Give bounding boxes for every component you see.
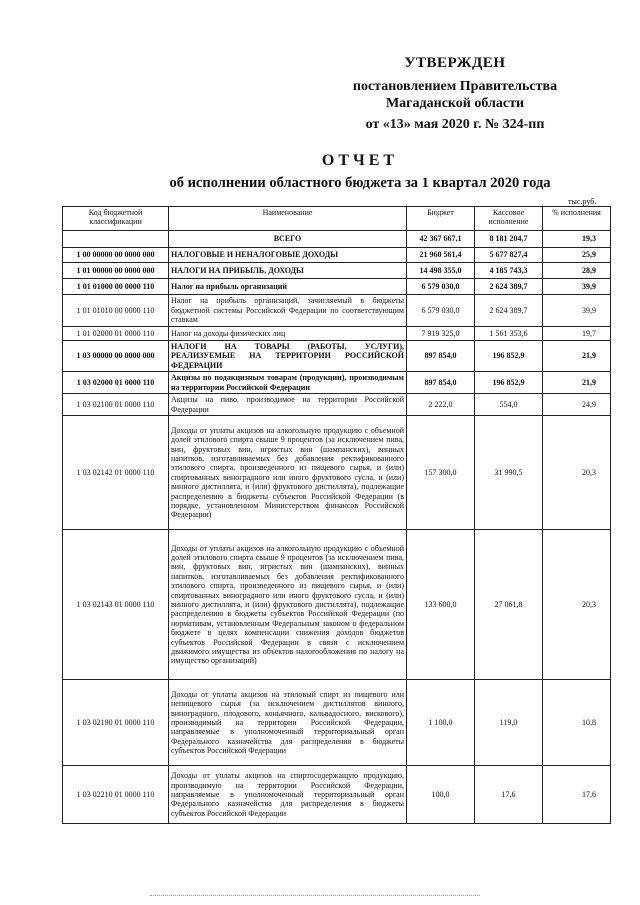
cell-budget: 897 854,0 bbox=[407, 341, 475, 372]
cell-percent: 20,3 bbox=[543, 530, 611, 680]
cell-code: 1 03 02000 01 0000 110 bbox=[63, 372, 169, 394]
report-title: ОТЧЕТ bbox=[321, 152, 399, 169]
table-row bbox=[63, 327, 611, 341]
cell-budget: 157 300,0 bbox=[407, 416, 475, 530]
cell-budget: 6 579 030,0 bbox=[407, 279, 475, 295]
cell-execution: 554,0 bbox=[475, 394, 543, 416]
cell-name: Доходы от уплаты акцизов на спиртосодержащую продукцию, производимую на территории Российской Федерации, направляемые в уполномоченный территориальный орган Федерального казначейства для распределения в бюджеты субъектов Российской Федерации bbox=[169, 766, 407, 824]
cell-code bbox=[63, 231, 169, 248]
cell-execution: 119,0 bbox=[475, 680, 543, 766]
approval-decree: постановлением Правительства bbox=[352, 79, 558, 94]
cell-code: 1 01 01010 00 0000 110 bbox=[63, 295, 169, 327]
approval-region: Магаданской области bbox=[385, 96, 525, 111]
table-row bbox=[63, 680, 611, 766]
cell-execution: 31 990,5 bbox=[475, 416, 543, 530]
cell-percent: 25,9 bbox=[543, 248, 611, 263]
table-row bbox=[63, 416, 611, 530]
cell-code: 1 03 02142 01 0000 110 bbox=[63, 416, 169, 530]
header-budget: Бюджет bbox=[407, 207, 475, 231]
cell-execution: 17,6 bbox=[475, 766, 543, 824]
cell-execution: 2 624 389,7 bbox=[475, 279, 543, 295]
cell-execution: 2 624 389,7 bbox=[475, 295, 543, 327]
cell-name: Доходы от уплаты акцизов на алкогольную продукцию с объемной долей этилового спирта свыше 9 процентов (за исключением пива, вин, фруктовых вин, игристых вин (шампанских), винных напитков, изготавливаемых без добавления ректификованного этилового спирта, произведенного из пищевого сырья, и (или) спиртованных виноградного или иного фруктового сусла, и (или) винного дистиллята, и (или) фруктового дистиллята), подлежащие распределению в бюджеты субъектов Российской Федерации (в порядке, установленном Министерством финансов Российской Федерации) bbox=[169, 416, 407, 530]
cell-budget: 133 600,0 bbox=[407, 530, 475, 680]
cell-percent: 17,6 bbox=[543, 766, 611, 824]
cell-percent: 28,9 bbox=[543, 263, 611, 279]
cell-budget: 2 222,0 bbox=[407, 394, 475, 416]
cell-budget: 100,0 bbox=[407, 766, 475, 824]
budget-table bbox=[62, 206, 611, 824]
cell-name: Доходы от уплаты акцизов на этиловый спирт из пищевого или непищевого сырья (за исключением дистиллятов винного, виноградного, плодового, коньячного, кальвадосного, вискового), производимый на территории Российской Федерации, направляемые в уполномоченный территориальный орган Федерального казначейства для распределения в бюджеты субъектов Российской Федерации bbox=[169, 680, 407, 766]
table-header-row bbox=[63, 207, 611, 231]
header-percent: % исполнения bbox=[543, 207, 611, 231]
table-row bbox=[63, 231, 611, 248]
cell-execution: 27 061,8 bbox=[475, 530, 543, 680]
cell-code: 1 03 02190 01 0000 110 bbox=[63, 680, 169, 766]
cell-name: Налог на доходы физических лиц bbox=[169, 327, 407, 341]
cell-name: Налог на прибыль организаций, зачисляемый в бюджеты бюджетной системы Российской Федерации по соответствующим ставкам bbox=[169, 295, 407, 327]
cell-name: НАЛОГОВЫЕ И НЕНАЛОГОВЫЕ ДОХОДЫ bbox=[169, 248, 407, 263]
table-row bbox=[63, 248, 611, 263]
cell-budget: 1 100,0 bbox=[407, 680, 475, 766]
cell-name: Доходы от уплаты акцизов на алкогольную продукцию с объемной долей этилового спирта свыше 9 процентов (за исключением пива, вин, фруктовых вин, игристых вин (шампанских), винных напитков, изготавливаемых без добавления ректификованного этилового спирта, произведенного из пищевого сырья, и (или) спиртованных виноградного или иного фруктового сусла, и (или) винного дистиллята, и (или) фруктового дистиллята), подлежащие распределению в бюджеты субъектов Российской Федерации (по нормативам, установленным Федеральным законом о федеральном бюджете в целях компенсации снижения доходов бюджетов субъектов Российской Федерации в связи с исключением движимого имущества из объектов налогообложения по налогу на имущество организаций) bbox=[169, 530, 407, 680]
cell-percent: 21,9 bbox=[543, 372, 611, 394]
cell-name: НАЛОГИ НА ПРИБЫЛЬ, ДОХОДЫ bbox=[169, 263, 407, 279]
table-row bbox=[63, 341, 611, 372]
cell-name: Акцизы на пиво, производимое на территории Российской Федерации bbox=[169, 394, 407, 416]
cell-code: 1 03 02143 01 0000 110 bbox=[63, 530, 169, 680]
cell-percent: 10,8 bbox=[543, 680, 611, 766]
cell-code: 1 03 02210 01 0000 110 bbox=[63, 766, 169, 824]
cell-budget: 21 960 561,4 bbox=[407, 248, 475, 263]
cell-code: 1 01 00000 00 0000 000 bbox=[63, 263, 169, 279]
approval-date: от «13» мая 2020 г. № 324-пп bbox=[365, 117, 545, 132]
cell-percent: 39,9 bbox=[543, 295, 611, 327]
approval-block bbox=[330, 55, 580, 133]
cell-code: 1 03 02100 01 0000 110 bbox=[63, 394, 169, 416]
cell-budget: 7 919 325,0 bbox=[407, 327, 475, 341]
header-code: Код бюджетной классификации bbox=[63, 207, 169, 231]
page-footer-rule bbox=[150, 895, 480, 897]
cell-execution: 196 852,9 bbox=[475, 341, 543, 372]
cell-code: 1 01 01000 00 0000 110 bbox=[63, 279, 169, 295]
approval-heading: УТВЕРЖДЕН bbox=[404, 55, 506, 71]
cell-percent: 19,3 bbox=[543, 231, 611, 248]
table-row bbox=[63, 263, 611, 279]
cell-execution: 196 852,9 bbox=[475, 372, 543, 394]
table-row bbox=[63, 766, 611, 824]
cell-budget: 897 854,0 bbox=[407, 372, 475, 394]
table-row bbox=[63, 530, 611, 680]
cell-code: 1 00 00000 00 0000 000 bbox=[63, 248, 169, 263]
cell-percent: 24,9 bbox=[543, 394, 611, 416]
unit-label: тыс.руб. bbox=[568, 197, 597, 206]
cell-budget: 42 367 667,1 bbox=[407, 231, 475, 248]
cell-name: Налог на прибыль организаций bbox=[169, 279, 407, 295]
cell-execution: 5 677 827,4 bbox=[475, 248, 543, 263]
cell-code: 1 01 02000 01 0000 110 bbox=[63, 327, 169, 341]
cell-name: ВСЕГО bbox=[169, 231, 407, 248]
cell-percent: 21,9 bbox=[543, 341, 611, 372]
cell-execution: 8 181 204,7 bbox=[475, 231, 543, 248]
cell-percent: 19,7 bbox=[543, 327, 611, 341]
cell-code: 1 03 00000 00 0000 000 bbox=[63, 341, 169, 372]
table-row bbox=[63, 372, 611, 394]
cell-percent: 39,9 bbox=[543, 279, 611, 295]
cell-execution: 4 185 743,3 bbox=[475, 263, 543, 279]
cell-percent: 20,3 bbox=[543, 416, 611, 530]
cell-name: Акцизы по подакцизным товарам (продукции), производимым на территории Российской Федерации bbox=[169, 372, 407, 394]
table-row bbox=[63, 295, 611, 327]
cell-budget: 6 579 030,0 bbox=[407, 295, 475, 327]
cell-name: НАЛОГИ НА ТОВАРЫ (РАБОТЫ, УСЛУГИ), РЕАЛИЗУЕМЫЕ НА ТЕРРИТОРИИ РОССИЙСКОЙ ФЕДЕРАЦИИ bbox=[169, 341, 407, 372]
cell-budget: 14 498 355,0 bbox=[407, 263, 475, 279]
table-row bbox=[63, 394, 611, 416]
header-name: Наименование bbox=[169, 207, 407, 231]
report-subtitle: об исполнении областного бюджета за 1 квартал 2020 года bbox=[169, 175, 551, 191]
header-execution: Кассовое исполнение bbox=[475, 207, 543, 231]
cell-execution: 1 561 353,6 bbox=[475, 327, 543, 341]
table-row bbox=[63, 279, 611, 295]
